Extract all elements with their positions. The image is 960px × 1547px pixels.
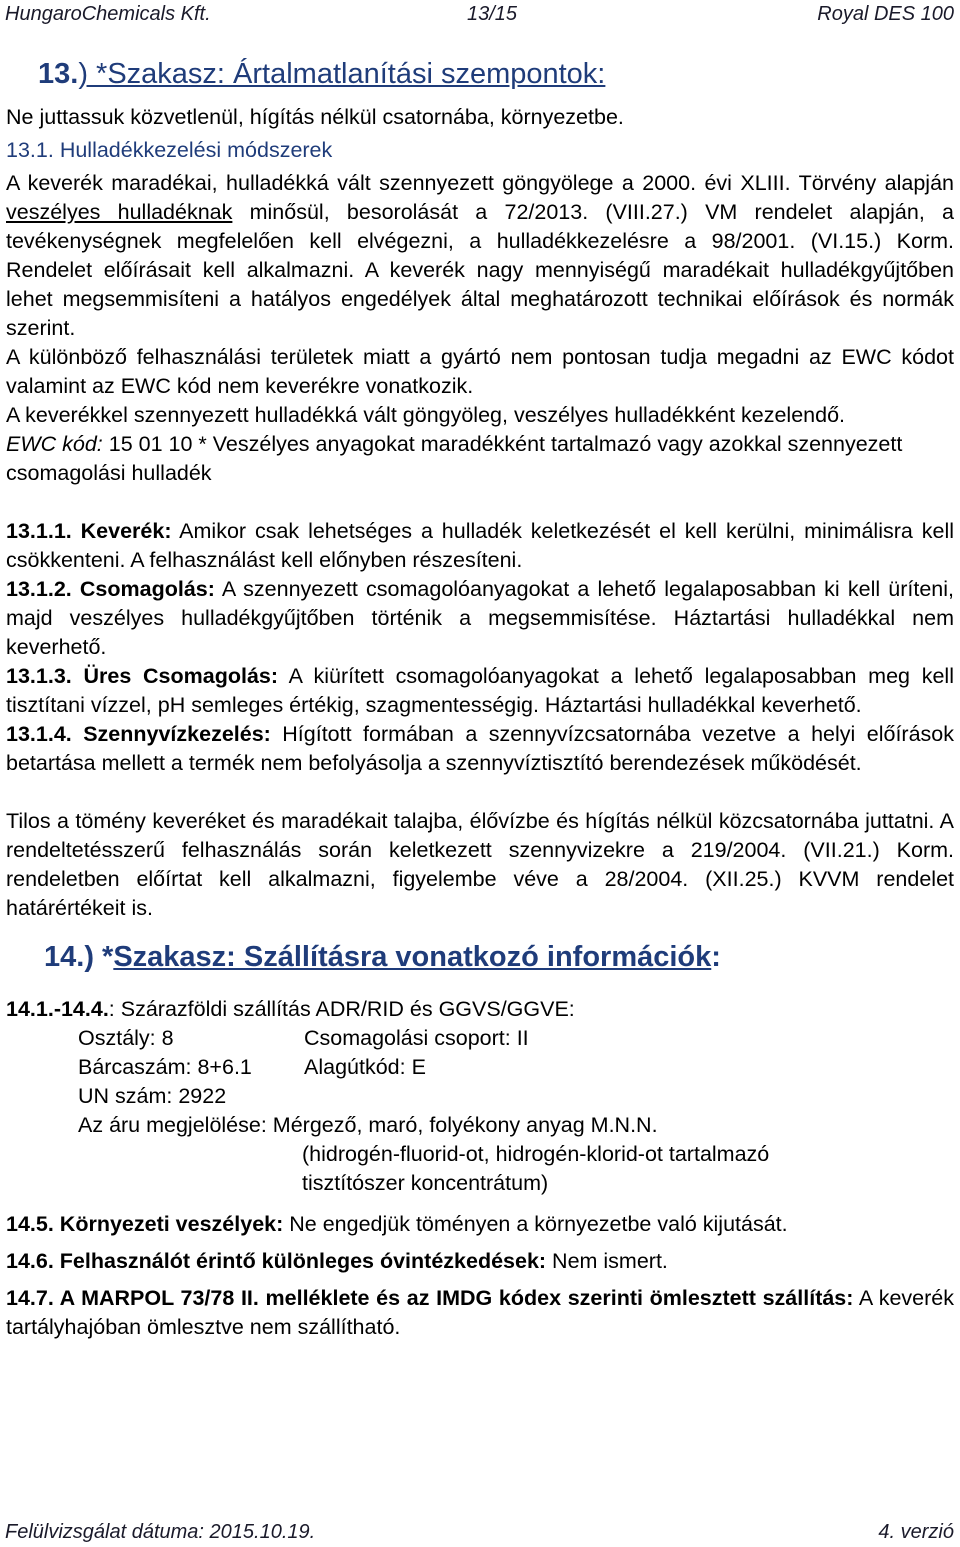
item-13-1-2-label: 13.1.2. Csomagolás: — [6, 577, 215, 601]
item-13-1-4 — [6, 720, 954, 778]
packaging-paragraph: A keverékkel szennyezett hulladékká vált göngyöleg, veszélyes hulladékként kezelendő. — [6, 403, 846, 427]
document-body — [6, 54, 954, 1342]
item-13-1-1 — [6, 517, 954, 575]
ewc-note-paragraph: A különböző felhasználási területek miatt a gyártó nem pontosan tudja megadni az EWC kódot valamint az EWC kód nem keverékre vonatkozik. — [6, 345, 954, 398]
subsection-13-1-heading — [6, 136, 954, 165]
item-13-1-1-text: Amikor csak lehetséges a hulladék keletkezését el kell kerülni, minimálisra kell csökkenteni. A felhasználást kell előnyben részesíteni. — [6, 519, 954, 572]
spacer — [6, 488, 954, 517]
item-13-1-4-label: 13.1.4. Szennyvízkezelés: — [6, 722, 271, 746]
section-13-title: ) *Szakasz: Ártalmatlanítási szempontok: — [78, 58, 606, 90]
marpol-transport-label: 14.7. A MARPOL 73/78 II. melléklete és az IMDG kódex szerinti ömlesztett szállítás: — [6, 1286, 854, 1310]
waste-paragraph — [6, 169, 954, 343]
special-precautions-label: 14.6. Felhasználót érintő különleges óvintézkedések: — [6, 1249, 547, 1273]
goods-designation-detail: (hidrogén-fluorid-ot, hidrogén-klorid-ot tartalmazó tisztítószer koncentrátum) — [302, 1142, 770, 1195]
hazardous-waste-term: veszélyes hulladéknak — [6, 200, 233, 224]
page-footer — [5, 1518, 954, 1544]
company-name: HungaroChemicals Kft. — [5, 3, 211, 25]
subsection-13-1-title: Hulladékkezelési módszerek — [59, 138, 333, 162]
section-13-heading — [6, 54, 954, 94]
item-13-1-3-label: 13.1.3. Üres Csomagolás: — [6, 664, 279, 688]
page-header — [5, 0, 954, 28]
transport-14-1-4 — [6, 995, 954, 1024]
item-13-1-3-text: A kiürített csomagolóanyagokat a lehető legalaposabban meg kell tisztítani vízzel, pH semleges értékig, szagmentességig. Háztartási hulladékkal keverhető. — [6, 664, 954, 717]
label-number-value: Bárcaszám: 8+6.1 — [78, 1055, 252, 1079]
subsection-13-1-number: 13.1. — [6, 138, 54, 162]
item-13-1-4-text: Hígított formában a szennyvízcsatornába vezetve a helyi előírások betartása mellett a termék nem befolyásolja a szennyvíztisztító berendezések működését. — [6, 722, 954, 775]
environmental-hazards-text: Ne engedjük töményen a környezetbe való kijutását. — [283, 1212, 788, 1236]
item-13-1-3 — [6, 662, 954, 720]
tunnel-code-value: Alagútkód: E — [304, 1055, 426, 1079]
version-label: 4. verzió — [878, 1521, 954, 1543]
section-14-number: 14. — [44, 941, 85, 973]
packing-group-value: Csomagolási csoport: II — [304, 1026, 529, 1050]
waste-paragraph-start: A keverék maradékai, hulladékká vált szennyezett göngyölege a 2000. évi XLIII. Törvény alapján — [6, 171, 954, 195]
item-13-1-1-label: 13.1.1. Keverék: — [6, 519, 172, 543]
ewc-code-paragraph — [6, 430, 954, 488]
marpol-transport-text: A keverék tartályhajóban ömlesztve nem szállítható. — [6, 1286, 955, 1339]
environmental-hazards — [6, 1210, 954, 1239]
waste-paragraph-end: minősül, besorolását a 72/2013. (VIII.27.) VM rendelet alapján, a tevékenységnek megfelelően kell elvégezni, a hulladékkezelésre a 98/2001. (VI.15.) Korm. Rendelet előírásait kell alkalmazni. A keverék nagy mennyiségű maradékait hulladékgyűjtőben lehet megsemmisíteni a hatályos engedélyek által meghatározott technikai előírások és normák szerint. — [6, 200, 954, 340]
spacer — [6, 778, 954, 807]
goods-designation: Az áru megjelölése: Mérgező, maró, folyékony anyag M.N.N. — [78, 1113, 658, 1137]
transport-details — [6, 1024, 954, 1140]
special-precautions — [6, 1247, 954, 1276]
ewc-code-label: EWC kód: — [6, 432, 103, 456]
un-number-value: UN szám: 2922 — [78, 1084, 227, 1108]
special-precautions-text: Nem ismert. — [546, 1249, 668, 1273]
prohibition-paragraph: Tilos a tömény keveréket és maradékait talajba, élővízbe és hígítás nélkül közcsatornába juttatni. A rendeltetésszerű felhasználás során keletkezett szennyvizekre a 219/2004. (VII.21.) Korm. rendeletben előírtat kell alkalmazni, figyelembe véve a 28/2004. (XII.25.) KVVM rendelet határértékeit is. — [6, 809, 954, 920]
marpol-transport — [6, 1284, 954, 1342]
transport-14-1-4-label: 14.1.-14.4. — [6, 997, 109, 1021]
section-14-prefix: ) * — [84, 941, 114, 973]
transport-14-1-4-text: : Szárazföldi szállítás ADR/RID és GGVS/GGVE: — [108, 997, 575, 1021]
review-date: Felülvizsgálat dátuma: 2015.10.19. — [5, 1521, 316, 1543]
section-14-title: Szakasz: Szállításra vonatkozó információk — [113, 941, 712, 973]
label-row — [78, 1053, 954, 1082]
section-13-intro: Ne juttassuk közvetlenül, hígítás nélkül csatornába, környezetbe. — [6, 105, 624, 129]
class-row — [78, 1024, 954, 1053]
environmental-hazards-label: 14.5. Környezeti veszélyek: — [6, 1212, 284, 1236]
section-14-colon: : — [711, 941, 721, 973]
item-13-1-2-text: A szennyezett csomagolóanyagokat a lehető legalaposabban ki kell üríteni, majd veszélyes hulladékgyűjtőben történik a megsemmisítése. Háztartási hulladékkal nem keverhető. — [6, 577, 954, 659]
item-13-1-2 — [6, 575, 954, 662]
section-13-number: 13. — [38, 58, 79, 90]
section-14-heading — [6, 937, 954, 977]
ewc-code-text: 15 01 10 * Veszélyes anyagokat maradékként tartalmazó vagy azokkal szennyezett csomagolási hulladék — [6, 432, 903, 485]
product-name: Royal DES 100 — [817, 3, 954, 25]
page-number: 13/15 — [467, 3, 518, 25]
class-value: Osztály: 8 — [78, 1026, 174, 1050]
